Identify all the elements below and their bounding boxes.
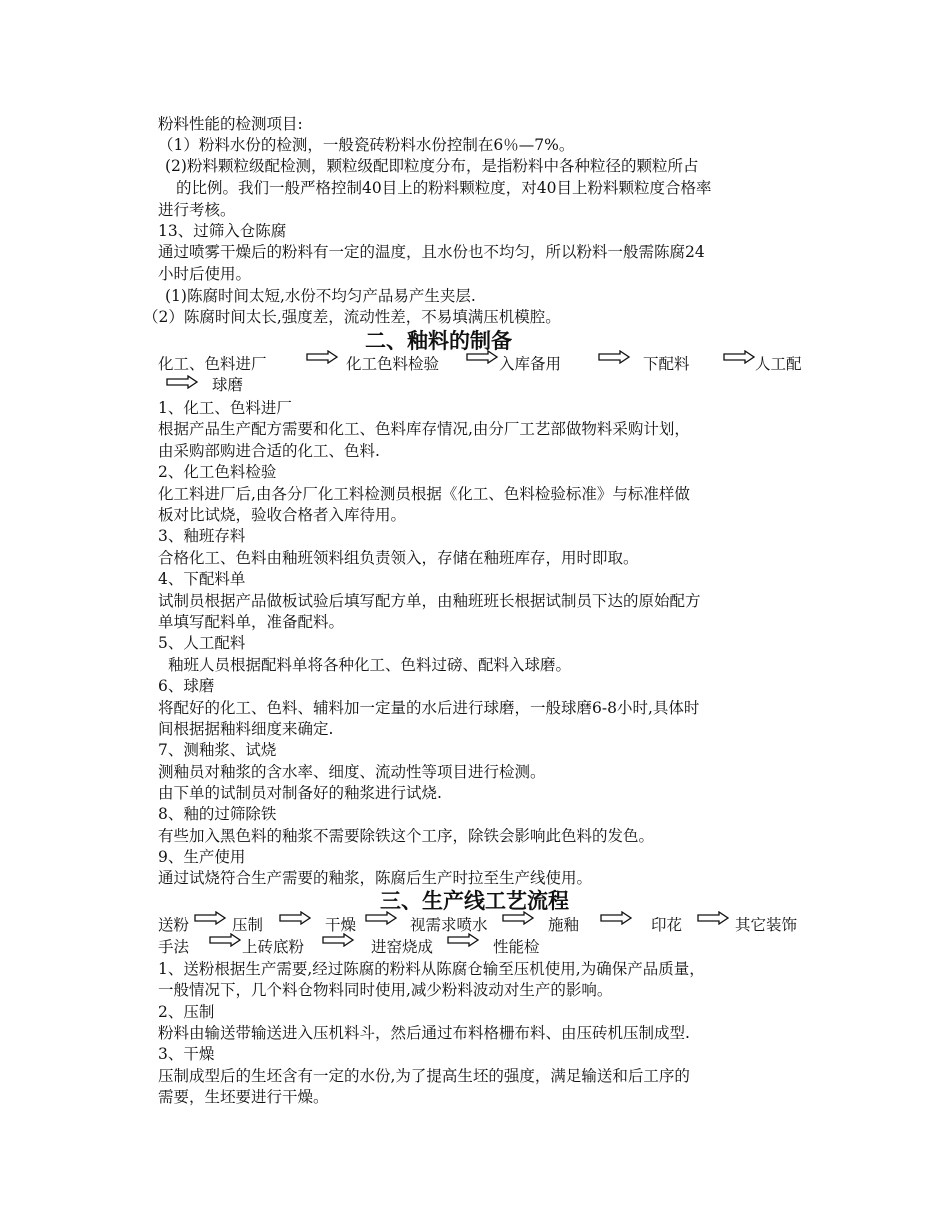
flow-step: 化工、色料进厂 (158, 355, 267, 373)
flow-step: 入库备用 (499, 355, 562, 373)
right-arrow-icon (306, 350, 338, 364)
text-line: 小时后使用。 (158, 265, 252, 283)
flow-step: 送粉 (158, 916, 190, 934)
text-line: 釉班人员根据配料单将各种化工、色料过磅、配料入球磨。 (168, 656, 572, 674)
text-line: 1、送粉根据生产需要,经过陈腐的粉料从陈腐仓输至压机使用,为确保产品质量， (158, 960, 705, 978)
text-line: 粉料性能的检测项目: (158, 115, 303, 133)
flow-step: 化工色料检验 (346, 355, 440, 373)
text-line: 13、过筛入仓陈腐 (158, 222, 287, 240)
text-line: 化工料进厂后,由各分厂化工料检测员根据《化工、色料检验标准》与标准样做 (158, 485, 690, 503)
text-line: 7、测釉浆、试烧 (158, 741, 277, 759)
text-line: 2、化工色料检验 (158, 463, 277, 481)
right-arrow-icon (166, 375, 198, 389)
text-line: 1、化工、色料进厂 (158, 399, 292, 417)
text-line: 间根据据釉料细度来确定. (158, 720, 334, 738)
text-line: 有些加入黑色料的釉浆不需要除铁这个工序，除铁会影响此色料的发色。 (158, 827, 655, 845)
flow-step: 其它装饰 (735, 916, 798, 934)
text-line: 压制成型后的生坯含有一定的水份,为了提高生坯的强度，满足输送和后工序的 (158, 1067, 690, 1085)
right-arrow-icon (723, 350, 755, 364)
flow-step: 球磨 (212, 376, 244, 394)
section-heading-production-line: 三、生产线工艺流程 (380, 889, 569, 913)
right-arrow-icon (600, 911, 632, 925)
flow-step: 进窑烧成 (371, 938, 434, 956)
text-line: 2、压制 (158, 1003, 215, 1021)
flow-step: 干燥 (325, 916, 357, 934)
text-line: (1)陈腐时间太短,水份不均匀产品易产生夹层. (165, 287, 476, 305)
text-line: 根据产品生产配方需要和化工、色料库存情况,由分厂工艺部做物料采购计划， (158, 420, 690, 438)
flow-step: 性能检 (493, 938, 540, 956)
text-line: 3、干燥 (158, 1045, 215, 1063)
right-arrow-icon (194, 911, 226, 925)
text-line: 试制员根据产品做板试验后填写配方单，由釉班班长根据试制员下达的原始配方 (158, 592, 701, 610)
text-line: 板对比试烧，验收合格者入库待用。 (158, 506, 407, 524)
section-heading-glaze: 二、釉料的制备 (365, 329, 512, 353)
text-line: 5、人工配料 (158, 634, 246, 652)
text-line: 一般情况下，几个料仓物料同时使用,减少粉料波动对生产的影响。 (158, 981, 613, 999)
flow-step: 印花 (651, 916, 683, 934)
flow-step: 人工配 (755, 355, 802, 373)
text-line: 单填写配料单，准备配料。 (158, 613, 345, 631)
text-line: 8、釉的过筛除铁 (158, 805, 277, 823)
text-line: 进行考核。 (158, 201, 236, 219)
text-line: 将配好的化工、色料、辅料加一定量的水后进行球磨，一般球磨6-8小时,具体时 (158, 699, 700, 717)
right-arrow-icon (365, 911, 397, 925)
text-line: 由采购部购进合适的化工、色料. (158, 442, 380, 460)
text-line: 测釉员对釉浆的含水率、细度、流动性等项目进行检测。 (158, 763, 546, 781)
text-line: 的比例。我们一般严格控制40目上的粉料颗粒度，对40目上粉料颗粒度合格率 (176, 179, 712, 197)
text-line: 由下单的试制员对制备好的釉浆进行试烧. (158, 784, 442, 802)
text-line: 通过喷雾干燥后的粉料有一定的温度，且水份也不均匀，所以粉料一般需陈腐24 (158, 243, 705, 261)
flow-step: 上砖底粉 (242, 938, 305, 956)
text-line: （2）陈腐时间太长,强度差，流动性差，不易填满压机模腔。 (143, 308, 561, 326)
text-line: （1）粉料水份的检测，一般瓷砖粉料水份控制在6％—7%。 (158, 136, 575, 154)
right-arrow-icon (502, 911, 534, 925)
right-arrow-icon (209, 933, 241, 947)
flow-step: 施釉 (548, 916, 580, 934)
flow-step: 手法 (158, 938, 190, 956)
text-line: 通过试烧符合生产需要的釉浆，陈腐后生产时拉至生产线使用。 (158, 869, 593, 887)
text-line: 需要，生坯要进行干燥。 (158, 1088, 329, 1106)
text-line: 6、球磨 (158, 677, 215, 695)
text-line: 合格化工、色料由釉班领料组负责领入，存储在釉班库存，用时即取。 (158, 549, 639, 567)
right-arrow-icon (447, 933, 479, 947)
text-line: (2)粉料颗粒级配检测，颗粒级配即粒度分布，是指粉料中各种粒径的颗粒所占 (165, 157, 699, 175)
right-arrow-icon (322, 933, 354, 947)
right-arrow-icon (466, 350, 498, 364)
right-arrow-icon (697, 911, 729, 925)
right-arrow-icon (598, 350, 630, 364)
flow-step: 压制 (232, 916, 264, 934)
text-line: 4、下配料单 (158, 570, 246, 588)
text-line: 粉料由输送带输送进入压机料斗，然后通过布料格栅布料、由压砖机压制成型. (158, 1024, 690, 1042)
flow-step: 下配料 (643, 355, 690, 373)
text-line: 9、生产使用 (158, 848, 246, 866)
text-line: 3、釉班存料 (158, 527, 246, 545)
flow-step: 视需求喷水 (410, 916, 488, 934)
right-arrow-icon (279, 911, 311, 925)
